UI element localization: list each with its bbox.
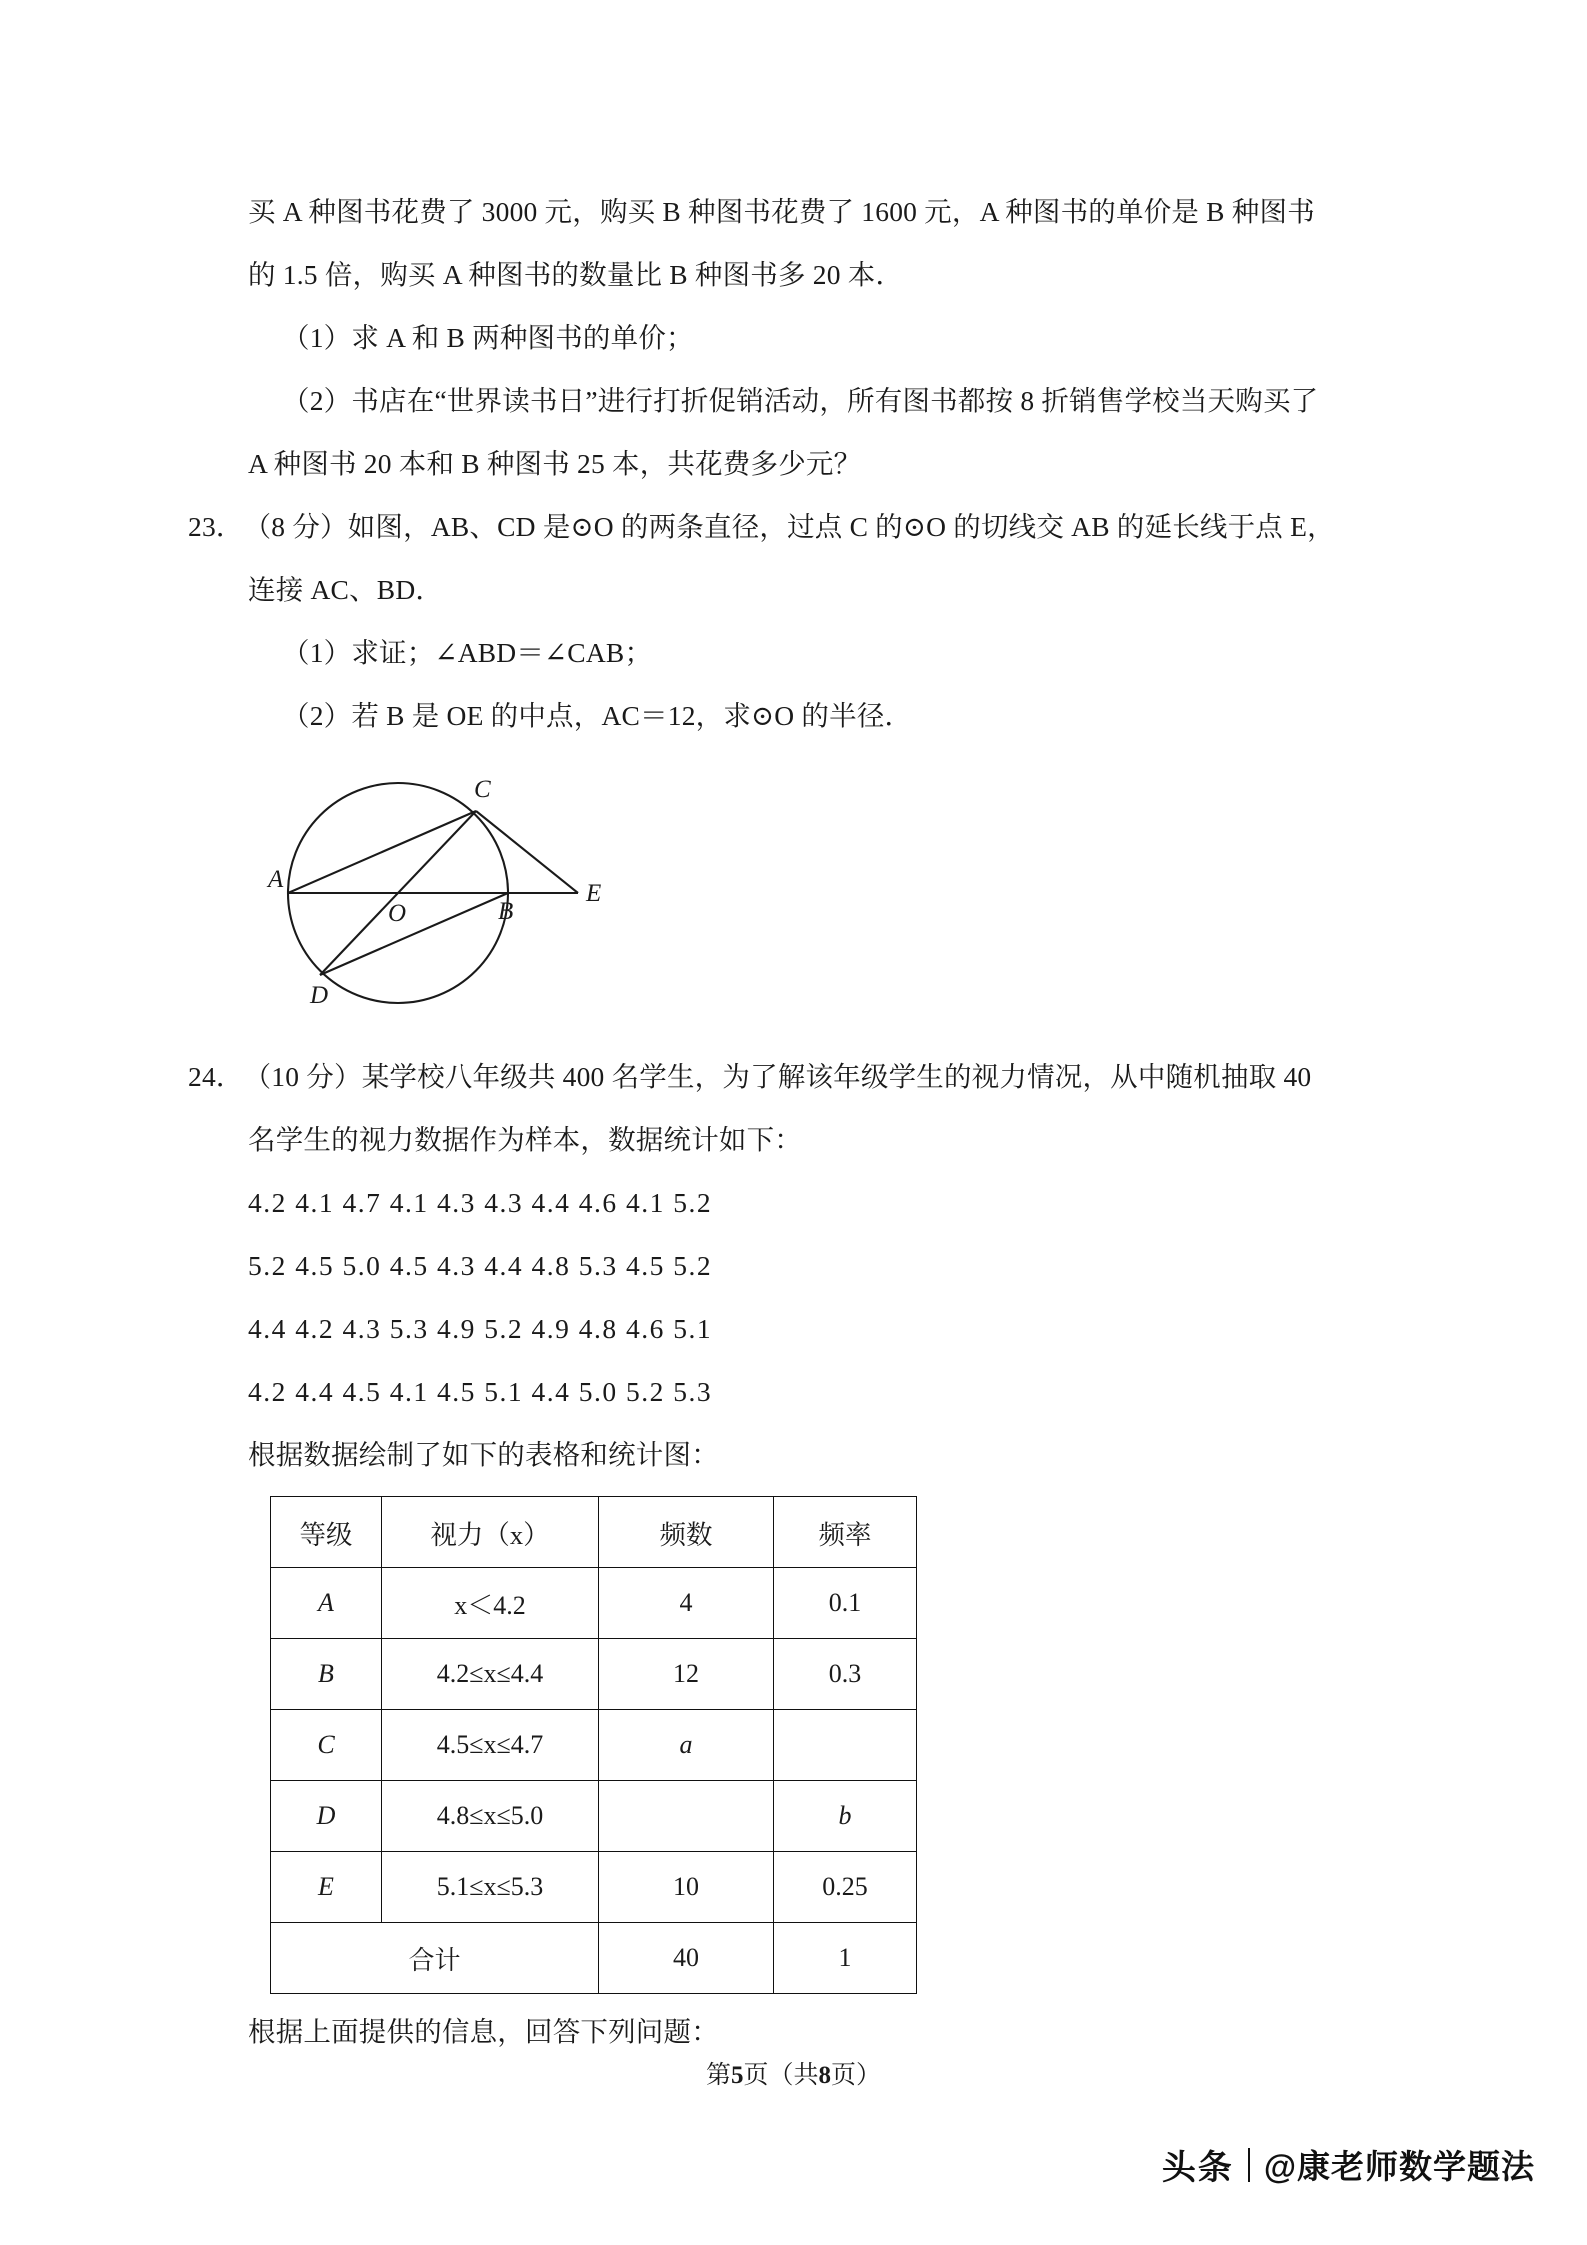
cell-freq-d bbox=[599, 1781, 774, 1852]
table-total-row bbox=[271, 1923, 917, 1994]
footer-suffix: 页） bbox=[831, 2062, 882, 2089]
q24-closing: 根据上面提供的信息，回答下列问题： bbox=[248, 2016, 719, 2047]
figure-label-D: D bbox=[310, 982, 329, 1009]
stat-table-wrapper bbox=[270, 1496, 1358, 1994]
q24-data-row-4: 4.2 4.4 4.5 4.1 4.5 5.1 4.4 5.0 5.2 5.3 bbox=[248, 1376, 713, 1407]
figure-label-A: A bbox=[268, 866, 284, 893]
cell-grade-c: C bbox=[271, 1710, 382, 1781]
q22-line2: 的 1.5 倍，购买 A 种图书的数量比 B 种图书多 20 本． bbox=[248, 259, 904, 290]
cell-rate-b: 0.3 bbox=[774, 1639, 917, 1710]
q23-line2: 连接 AC、BD． bbox=[248, 574, 444, 605]
header-rate: 频率 bbox=[774, 1497, 917, 1568]
cell-grade-b: B bbox=[271, 1639, 382, 1710]
q24-data-row-1: 4.2 4.1 4.7 4.1 4.3 4.3 4.4 4.6 4.1 5.2 bbox=[248, 1187, 713, 1218]
figure-label-B: B bbox=[498, 898, 514, 925]
cell-total-freq: 40 bbox=[599, 1923, 774, 1994]
footer-prefix: 第 bbox=[705, 2062, 731, 2089]
footer-total-pages: 8 bbox=[818, 2062, 831, 2089]
q23-points: （8 分） bbox=[243, 511, 348, 542]
header-frequency: 频数 bbox=[599, 1497, 774, 1568]
page-content bbox=[188, 180, 1358, 2063]
cell-total-label: 合计 bbox=[271, 1923, 599, 1994]
cell-freq-b: 12 bbox=[599, 1639, 774, 1710]
table-header-row bbox=[271, 1497, 917, 1568]
table-row bbox=[271, 1781, 917, 1852]
q24-table-intro: 根据数据绘制了如下的表格和统计图： bbox=[248, 1439, 719, 1470]
cell-range-a: x＜4.2 bbox=[382, 1568, 599, 1639]
q24-points: （10 分） bbox=[243, 1061, 362, 1092]
q23-figure bbox=[248, 753, 1358, 1045]
cell-grade-a: A bbox=[271, 1568, 382, 1639]
q23-line1: 如图，AB、CD 是⊙O 的两条直径，过点 C 的⊙O 的切线交 AB 的延长线于点 E， bbox=[347, 511, 1335, 542]
cell-range-c: 4.5≤x≤4.7 bbox=[382, 1710, 599, 1781]
q23-number: 23． bbox=[188, 511, 244, 542]
footer-middle: 页（共 bbox=[743, 2062, 819, 2089]
cell-freq-e: 10 bbox=[599, 1852, 774, 1923]
header-grade: 等级 bbox=[271, 1497, 382, 1568]
cell-freq-c: a bbox=[599, 1710, 774, 1781]
figure-label-C: C bbox=[474, 776, 491, 803]
q23-sub1: （1）求证；∠ABD＝∠CAB； bbox=[282, 637, 653, 668]
header-vision: 视力（x） bbox=[382, 1497, 599, 1568]
cell-rate-a: 0.1 bbox=[774, 1568, 917, 1639]
q23-line1-container bbox=[188, 495, 1358, 558]
table-row bbox=[271, 1568, 917, 1639]
page-footer bbox=[0, 2055, 1587, 2091]
q24-line1: 某学校八年级共 400 名学生，为了解该年级学生的视力情况，从中随机抽取 40 bbox=[361, 1061, 1312, 1092]
q22-sub2-line1: （2）书店在“世界读书日”进行打折促销活动，所有图书都按 8 折销售学校当天购买了 bbox=[282, 385, 1319, 416]
stat-table bbox=[270, 1496, 917, 1994]
cell-range-d: 4.8≤x≤5.0 bbox=[382, 1781, 599, 1852]
table-row bbox=[271, 1852, 917, 1923]
cell-total-rate: 1 bbox=[774, 1923, 917, 1994]
watermark-divider bbox=[1248, 2148, 1250, 2182]
watermark-logo: 头条 bbox=[1161, 2149, 1234, 2187]
figure-label-E: E bbox=[586, 880, 602, 907]
q24-data-row-2: 5.2 4.5 5.0 4.5 4.3 4.4 4.8 5.3 4.5 5.2 bbox=[248, 1250, 713, 1281]
cell-grade-e: E bbox=[271, 1852, 382, 1923]
cell-grade-d: D bbox=[271, 1781, 382, 1852]
q24-line2: 名学生的视力数据作为样本，数据统计如下： bbox=[248, 1124, 802, 1155]
q22-line1: 买 A 种图书花费了 3000 元，购买 B 种图书花费了 1600 元，A 种图书的单价是 B 种图书 bbox=[248, 196, 1315, 227]
cell-range-b: 4.2≤x≤4.4 bbox=[382, 1639, 599, 1710]
watermark-handle: @康老师数学题法 bbox=[1263, 2148, 1535, 2185]
cell-rate-c bbox=[774, 1710, 917, 1781]
cell-rate-d: b bbox=[774, 1781, 917, 1852]
cell-range-e: 5.1≤x≤5.3 bbox=[382, 1852, 599, 1923]
table-row bbox=[271, 1710, 917, 1781]
q24-data-row-3: 4.4 4.2 4.3 5.3 4.9 5.2 4.9 4.8 4.6 5.1 bbox=[248, 1313, 713, 1344]
figure-label-O: O bbox=[388, 900, 407, 927]
q22-sub1: （1）求 A 和 B 两种图书的单价； bbox=[282, 322, 694, 353]
footer-page-number: 5 bbox=[730, 2062, 744, 2089]
watermark bbox=[1162, 2140, 1535, 2189]
cell-rate-e: 0.25 bbox=[774, 1852, 917, 1923]
q24-line1-container bbox=[188, 1045, 1358, 1108]
table-row bbox=[271, 1639, 917, 1710]
q23-sub2: （2）若 B 是 OE 的中点，AC＝12，求⊙O 的半径． bbox=[282, 700, 913, 731]
cell-freq-a: 4 bbox=[599, 1568, 774, 1639]
q22-sub2-line2: A 种图书 20 本和 B 种图书 25 本，共花费多少元？ bbox=[248, 448, 862, 479]
q24-number: 24． bbox=[188, 1061, 244, 1092]
